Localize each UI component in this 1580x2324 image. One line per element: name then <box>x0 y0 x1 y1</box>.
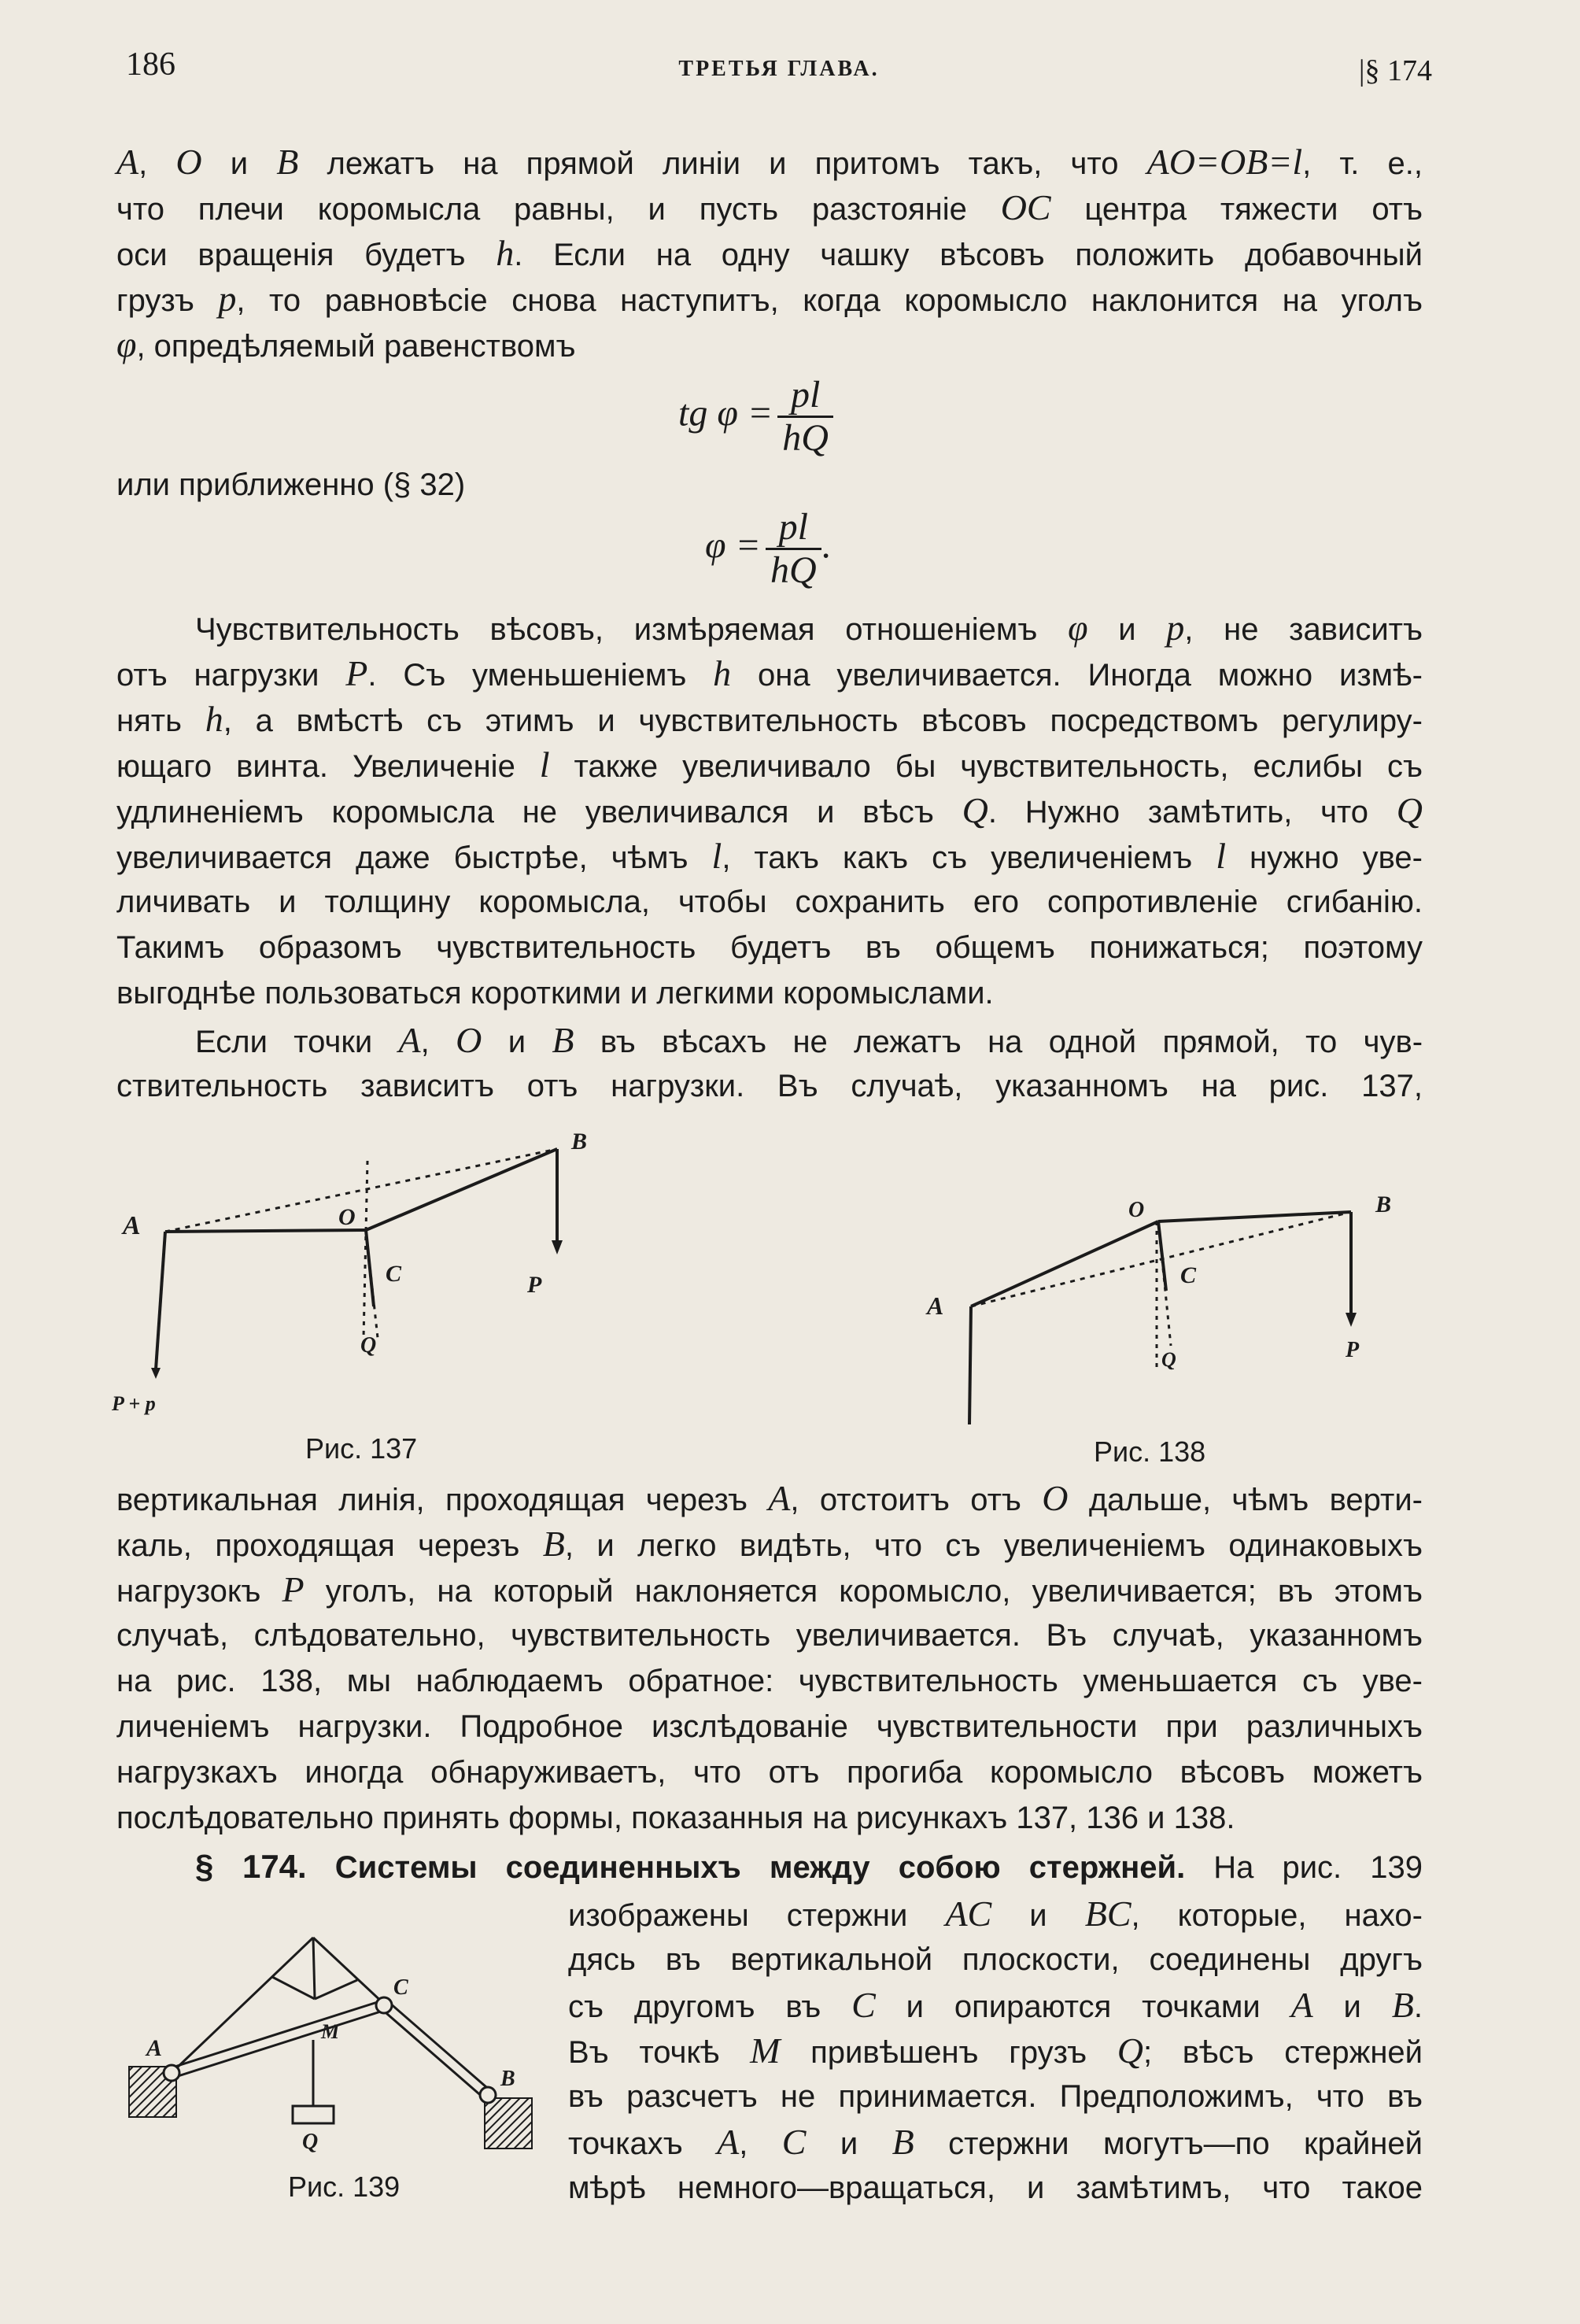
equation-approx: φ = $\frac{pl}{hQ}$ . <box>705 506 831 591</box>
section-reference: |§ 174 <box>1358 54 1432 87</box>
fig138-label-q: Q <box>1161 1348 1176 1371</box>
fig137-label-p-plus-p: P + p <box>112 1392 156 1415</box>
text-line: изображены стержни AC и BC, которые, нахо- <box>568 1894 1423 1934</box>
text-line: на рис. 138, мы наблюдаемъ обратное: чувствительность уменьшается съ уве- <box>116 1664 1423 1698</box>
text-line: Чувствительность вѣсовъ, измѣряемая отношеніемъ φ и p, не зависитъ <box>195 608 1423 648</box>
fig138-label-c: C <box>1180 1262 1197 1288</box>
section-heading: § 174. Системы соединенныхъ между собою стержней. На рис. 139 <box>195 1848 1423 1885</box>
fig138-label-p: P <box>1346 1338 1360 1362</box>
page-number: 186 <box>126 46 175 83</box>
equation-tangent: tg φ = $\frac{pl}{hQ}$ <box>678 375 833 459</box>
text-line: вертикальная линія, проходящая черезъ A, отстоитъ отъ O дальше, чѣмъ верти- <box>116 1478 1423 1518</box>
text-line: точкахъ A, C и B стержни могутъ—по крайней <box>568 2122 1423 2162</box>
fig139-label-b: B <box>500 2067 515 2091</box>
fig139-label-m: M <box>321 2020 340 2043</box>
text-line: мѣрѣ немного—вращаться, и замѣтимъ, что такое <box>568 2171 1423 2205</box>
text-line: въ разсчетъ не принимается. Предположимъ, что въ <box>568 2079 1423 2114</box>
figure-138 <box>921 1180 1471 1440</box>
fig139-label-a: A <box>146 2035 163 2061</box>
fig138-label-a: A <box>927 1291 944 1320</box>
text-line: грузъ p, то равновѣсіе снова наступитъ, когда коромысло наклонится на уголъ <box>116 279 1423 319</box>
text-line: A, O и B лежатъ на прямой линіи и притомъ такъ, что AO=OB=l, т. е., <box>116 142 1423 182</box>
fig137-label-c: C <box>386 1261 402 1287</box>
chapter-title: ТРЕТЬЯ ГЛАВА. <box>678 57 880 81</box>
figure-137-caption: Рис. 137 <box>305 1432 418 1465</box>
fig139-label-q: Q <box>302 2130 319 2154</box>
fig137-label-a: A <box>123 1211 141 1240</box>
text-line: удлиненіемъ коромысла не увеличивался и вѣсъ Q. Нужно замѣтить, что Q <box>116 790 1423 830</box>
text-line: Если точки A, O и B въ вѣсахъ не лежатъ на одной прямой, то чув- <box>195 1020 1423 1060</box>
text-line: личивать и толщину коромысла, чтобы сохранить его сопротивленіе сгибанію. <box>116 885 1423 919</box>
fig137-label-b: B <box>571 1129 588 1155</box>
figure-138-caption: Рис. 138 <box>1094 1435 1206 1468</box>
text-line: ющаго винта. Увеличеніе l также увеличивало бы чувствительность, еслибы съ <box>116 744 1423 785</box>
text-line: Въ точкѣ M привѣшенъ грузъ Q; вѣсъ стержней <box>568 2030 1423 2071</box>
text-line: нять h, а вмѣстѣ съ этимъ и чувствительность вѣсовъ посредствомъ регулиру- <box>116 699 1423 739</box>
fig137-label-o: O <box>338 1204 356 1230</box>
text-line: ствительность зависитъ отъ нагрузки. Въ случаѣ, указанномъ на рис. 137, <box>116 1069 1423 1103</box>
fig137-label-p: P <box>527 1272 542 1298</box>
fig139-label-c: C <box>393 1975 408 2000</box>
text-line: или приближенно (§ 32) <box>116 467 466 502</box>
fig138-label-o: O <box>1128 1198 1145 1222</box>
text-line: нагрузкахъ иногда обнаруживаетъ, что отъ прогиба коромысло вѣсовъ можетъ <box>116 1755 1423 1790</box>
text-line: увеличивается даже быстрѣе, чѣмъ l, такъ какъ съ увеличеніемъ l нужно уве- <box>116 836 1423 876</box>
figure-139-caption: Рис. 139 <box>288 2171 401 2203</box>
fig137-label-q: Q <box>360 1333 377 1358</box>
figure-137 <box>110 1125 661 1424</box>
text-line: послѣдовательно принять формы, показанныя на рисункахъ 137, 136 и 138. <box>116 1801 1235 1835</box>
running-header <box>126 46 1432 93</box>
text-line: оси вращенія будетъ h. Если на одну чашку вѣсовъ положить добавочный <box>116 233 1423 273</box>
text-line: дясь въ вертикальной плоскости, соединены другъ <box>568 1942 1423 1977</box>
text-line: выгоднѣе пользоваться короткими и легкими коромыслами. <box>116 976 994 1011</box>
text-line: случаѣ, слѣдовательно, чувствительность увеличивается. Въ случаѣ, указанномъ <box>116 1618 1423 1653</box>
fig138-label-b: B <box>1375 1192 1392 1217</box>
text-line: φ, опредѣляемый равенствомъ <box>116 324 576 364</box>
figure-139 <box>118 1920 559 2188</box>
text-line: отъ нагрузки P. Съ уменьшеніемъ h она увеличивается. Иногда можно измѣ- <box>116 653 1423 693</box>
text-line: нагрузокъ P уголъ, на который наклоняется коромысло, увеличивается; въ этомъ <box>116 1569 1423 1609</box>
text-line: личеніемъ нагрузки. Подробное изслѣдованіе чувствительности при различныхъ <box>116 1709 1423 1744</box>
text-line: каль, проходящая черезъ B, и легко видѣть, что съ увеличеніемъ одинаковыхъ <box>116 1524 1423 1564</box>
text-line: Такимъ образомъ чувствительность будетъ въ общемъ понижаться; поэтому <box>116 930 1423 965</box>
text-line: что плечи коромысла равны, и пусть разстояніе OC центра тяжести отъ <box>116 187 1423 227</box>
text-line: съ другомъ въ C и опираются точками A и B. <box>568 1985 1423 2025</box>
